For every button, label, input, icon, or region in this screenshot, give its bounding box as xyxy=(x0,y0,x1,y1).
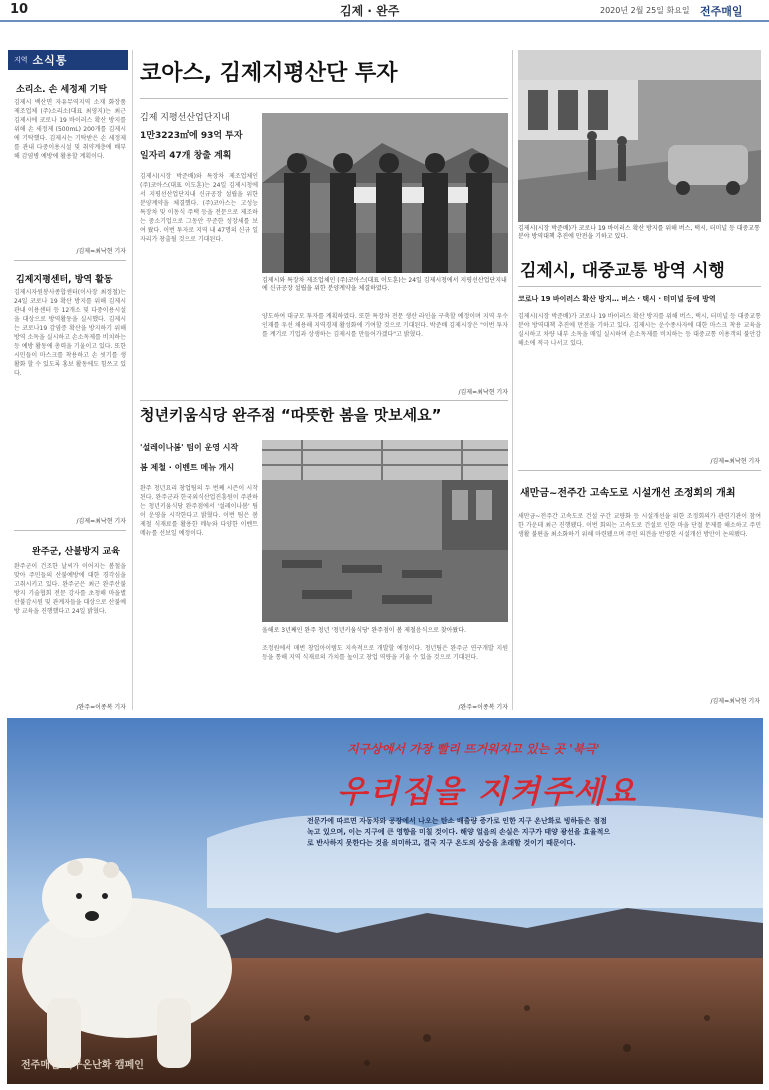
page-header xyxy=(0,0,769,22)
sidebar-label-small: 지역 xyxy=(14,56,28,64)
main-subheadline: 김제 지평선산업단지내 xyxy=(140,113,230,123)
cafe-article-body: 완주 청년요리 창업팀의 두 번째 시즌이 시작된다. 완주군과 한국외식산업진흥원이 주관하는 청년키움식당 완주점에서 '설레이나봄' 팀이 운영을 시작한다고 밝혔다. 이번 팀은 봄 제철 식재료를 활용한 메뉴와 다양한 이벤트 메뉴를 선보일 예정이다. xyxy=(140,485,258,537)
issue-date: 2020년 2월 25일 화요일 xyxy=(600,6,690,15)
page-number: 10 xyxy=(10,2,29,17)
sidebar-label xyxy=(8,50,128,70)
photo-caption: 김제시와 특장차 제조업체인 (주)코아스(대표 이도훈)는 24일 김제시청에서 지평선산업단지내에 신규공장 설립을 위한 분양계약을 체결하였다. xyxy=(262,277,507,292)
main-subheadline: 1만3223㎡에 93억 투자 xyxy=(140,131,243,141)
sidebar-item-title: 김제지평센터, 방역 활동 xyxy=(16,275,113,285)
sidebar-item-body: 김제시 백산면 자유무역지역 소재 화장품 제조업체 (주)소리소(대표 최영지)는 최근 김제시에 코로나 19 바이러스 확산 방지를 위해 손 세정제 (500mL) 200개를 김제시에 기탁했다. 김제시는 기탁받은 손 세정제를 관내 다중이용시설 및 취약계층에 배부해 감염병 예방에 활용할 계획이다. xyxy=(14,99,126,160)
ad-headline: 우리집을 지켜주세요 xyxy=(337,774,638,810)
highway-article-body: 새만금~전주간 고속도로 건설 구간 교량화 등 시설개선을 위한 조정회의가 관련기관이 참여한 가운데 최근 진행됐다. 이번 회의는 고속도로 건설로 인한 마을 단절 문제를 해소하고 주민 생활 불편을 최소화하기 위해 마련됐으며 주민 의견을 반영한 시설개선 방안이 논의됐다. xyxy=(518,513,761,538)
ad-body xyxy=(307,816,757,849)
photo-caption: 김제시(시장 박준배)가 코로나 19 바이러스 확산 방지를 위해 버스, 택시, 터미널 등 대중교통 분야 방역대책 추진에 만전을 기하고 있다. xyxy=(518,225,760,240)
sidebar-item-byline: /김제=최낙현 기자 xyxy=(76,248,126,255)
main-headline: 코아스, 김제지평산단 투자 xyxy=(140,61,398,86)
sidebar-divider xyxy=(14,260,126,261)
ad-footer: 전주매일 지구온난화 캠페인 xyxy=(21,1060,144,1071)
highway-headline: 새만금~전주간 고속도로 시설개선 조정회의 개최 xyxy=(520,488,736,499)
bus-terminal-illustration xyxy=(518,50,761,222)
article-divider xyxy=(518,470,761,471)
sidebar-label-big: 소식통 xyxy=(32,54,68,67)
newspaper-logo: 전주매일 xyxy=(700,5,743,18)
sidebar-item-byline: /김제=최낙현 기자 xyxy=(76,518,126,525)
transit-article-byline: /김제=최낙현 기자 xyxy=(710,458,760,465)
headline-rule xyxy=(518,286,761,287)
cafe-subheadline: 봄 제철 · 이벤트 메뉴 개시 xyxy=(140,463,235,472)
sidebar xyxy=(8,50,128,715)
highway-article-byline: /김제=최낙현 기자 xyxy=(710,698,760,705)
climate-campaign-ad xyxy=(7,718,763,1084)
sidebar-item-title: 완주군, 산불방지 교육 xyxy=(32,547,120,557)
photo-caption: 올해로 3년째인 완주 청년 '청년키움식당' 완주점이 봄 제철음식으로 찾아왔다. xyxy=(262,627,466,634)
headline-rule xyxy=(140,98,508,99)
column-rule xyxy=(132,50,133,710)
transit-headline: 김제시, 대중교통 방역 시행 xyxy=(520,261,725,281)
transit-subheadline: 코로나 19 바이러스 확산 방지… 버스 · 택시 · 터미널 등에 방역 xyxy=(518,295,716,303)
ceremony-illustration xyxy=(262,113,508,273)
cafe-subheadline: '설레이나봄' 팀이 운영 시작 xyxy=(140,443,239,452)
ad-body-line: 전문가에 따르면 자동차와 공장에서 나오는 탄소 배출량 증가로 인한 지구 온난화로 빙하들은 점점 xyxy=(307,817,607,825)
transit-article-body: 김제시(시장 박준배)가 코로나 19 바이러스 확산 방지를 위해 버스, 택시, 터미널 등 대중교통 분야 방역대책 추진에 만전을 기하고 있다. 김제시는 운수종사자에 대한 마스크 착용 교육을 실시하고 차량 내부 소독을 매일 실시하며 손소독제를 비치하는 등 대중교통 이용객의 불안감 해소에 적극 나서고 있다. xyxy=(518,313,761,347)
restaurant-illustration xyxy=(262,440,508,622)
sidebar-item-body: 완주군이 건조한 날씨가 이어지는 봄철을 맞아 주민들의 산불예방에 대한 경각심을 고취시키고 있다. 완주군은 최근 완주산불방지 기술협회 전문 강사를 초청해 마을별 산불감시원 및 관계자들을 대상으로 산불예방 교육을 진행했다고 24일 밝혔다. xyxy=(14,563,126,615)
ad-body-line: 녹고 있으며, 이는 지구에 큰 영향을 미칠 것이다. 해양 얼음의 손실은 지구가 태양 광선을 효율적으 xyxy=(307,828,611,836)
ad-body-line: 로 반사하지 못한다는 것을 의미하고, 결국 지구 온도의 상승을 초래할 것이기 때문이다. xyxy=(307,839,576,847)
sidebar-divider xyxy=(14,530,126,531)
signing-ceremony-photo xyxy=(262,113,508,273)
sidebar-item-title: 소리소. 손 세정제 기탁 xyxy=(16,85,108,95)
cafe-article-byline: /완주=이종복 기자 xyxy=(458,704,508,711)
main-article-byline: /김제=최낙현 기자 xyxy=(458,389,508,396)
cafe-headline: 청년키움식당 완주점 “따뜻한 봄을 맛보세요” xyxy=(140,406,442,424)
sidebar-item-byline: /완주=이종복 기자 xyxy=(76,704,126,711)
main-subheadline: 일자리 47개 창출 계획 xyxy=(140,151,232,161)
bus-disinfection-photo xyxy=(518,50,761,222)
main-article-body: 김제시(시장 박준배)와 특장차 제조업체인 (주)코아스(대표 이도훈)는 24일 김제시청에서 지평선산업단지내 신규공장 설립을 위한 분양계약을 체결했다. (주)코아스는 고성능 특장차 및 이동식 주택 등을 전문으로 제조하는 중소기업으로 그동안 꾸준한 성장세를 보여 왔다. 이번 투자로 지역 내 47명의 신규 일자리가 창출될 것으로 기대된다. xyxy=(140,173,258,243)
column-rule xyxy=(512,50,513,710)
main-article-body-continued: 양도하여 대규모 투자를 계획하였다. 또한 특장차 전문 생산 라인을 구축할 예정이며 지역 우수 인재를 우선 채용해 지역경제 활성화에 기여할 것으로 기대된다. 박준배 김제시장은 "이번 투자를 계기로 기업과 상생하는 김제시를 만들어가겠다"고 밝혔다. xyxy=(262,313,508,338)
sidebar-item-body: 김제시자원봉사종합센터(이사장 최정철)는 24일 코로나 19 확산 방지를 위해 김제시 관내 이용센터 등 12개소 및 다중이용시설을 대상으로 방역활동을 실시했다. 김제시는 코로나19 감염증 확산을 방지하기 위해 방역 소독을 실시하고 손소독제를 비치하는 등 예방 활동에 총력을 기울이고 있다. 또한 시민들이 마스크를 착용하고 손 씻기를 생활화 할 수 있도록 홍보 활동에도 힘쓰고 있다. xyxy=(14,289,126,377)
section-title: 김제 · 완주 xyxy=(340,4,400,18)
restaurant-interior-photo xyxy=(262,440,508,622)
ad-tagline: 지구상에서 가장 빨리 뜨거워지고 있는 곳 '북극' xyxy=(347,742,600,756)
article-divider xyxy=(140,400,508,401)
cafe-article-body-continued: 조정원에서 매번 창업아이템도 지속적으로 개발할 예정이다. 청년팀은 완주군 연구개발 지원 등을 통해 지역 식재료의 가치를 높이고 창업 역량을 키울 수 있을 것으로 기대된다. xyxy=(262,645,508,661)
